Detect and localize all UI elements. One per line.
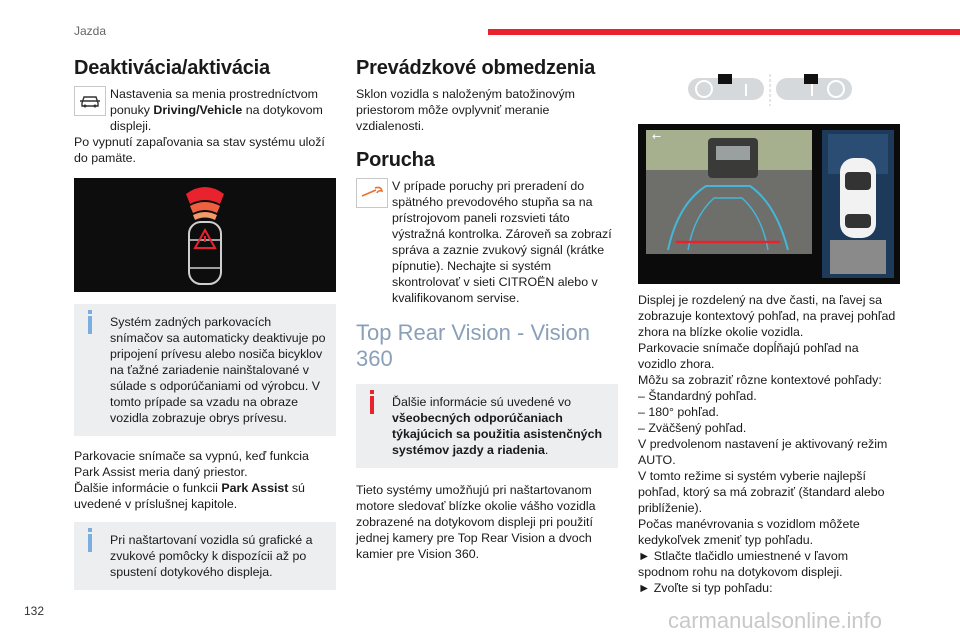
menu-note bbox=[74, 86, 336, 134]
section-title: Jazda bbox=[74, 24, 107, 38]
info-icon bbox=[88, 534, 92, 552]
display-description: Displej je rozdelený na dve časti, na ľavej sa zobrazuje kontextový pohľad, na pravej pohľad zhora na blízke okolie vozidla. Parkovacie snímače dopĺňajú pohľad na vozidlo zhora. Môžu sa zobraziť rôzne kontextové pohľady: – Štandardný pohľad. – 180° pohľad. – Zväčšený pohľad. V predvolenom nastavení je aktivovaný režim AUTO. V tomto režime si systém vyberie najlepší pohľad, ktorý sa má zobraziť (štandard alebo priblíženie). Počas manévrovania s vozidlom môžete kedykoľvek zmeniť typ pohľadu. ► Stlačte tlačidlo umiestnené v ľavom spodnom rohu na dotykovom displeji. ► Zvoľte si typ pohľadu: bbox=[638, 293, 896, 595]
car-settings-icon bbox=[74, 86, 106, 116]
info-note-startup: Pri naštartovaní vozidla sú grafické a zvukové pomôcky k dispozícii až po spustení dotykového displeja. bbox=[74, 522, 336, 590]
memory-text: Po vypnutí zapaľovania sa stav systému uloží do pamäte. bbox=[74, 135, 325, 165]
menu-text: Nastavenia sa menia prostredníctvom ponuky Driving/Vehicle na dotykovom displeji. bbox=[110, 87, 323, 133]
camera-icons bbox=[638, 70, 900, 110]
heading-top-rear-vision: Top Rear Vision - Vision 360 bbox=[356, 320, 590, 371]
svg-text:←: ← bbox=[652, 130, 662, 143]
info-icon bbox=[88, 316, 92, 334]
parking-sensor-image bbox=[74, 178, 336, 292]
heading-deactivation: Deaktivácia/aktivácia bbox=[74, 57, 270, 79]
heading-fault: Porucha bbox=[356, 149, 435, 171]
warning-icon bbox=[370, 396, 374, 414]
column-left bbox=[74, 56, 336, 590]
systems-text: Tieto systémy umožňujú pri naštartovanom motore sledovať blízke okolie vášho vozidla zobrazené na dotykovom displeji pri použití jednej kamery pre Top Rear Vision a dvoch kamier pre Vision 360. bbox=[356, 483, 596, 561]
limitations-text: Sklon vozidla s naloženým batožinovým priestorom môže ovplyvniť meranie vzdialenosti. bbox=[356, 87, 576, 133]
info-note-trailer: Systém zadných parkovacích snímačov sa automaticky deaktivuje po pripojení prívesu alebo nosiča bicyklov na ťažné zariadenie nainštalované v súlade s odporúčaniami od výrobcu. V tomto prípade sa vzadu na obraze vozidla zobrazuje obrys prívesu. bbox=[74, 304, 336, 436]
wrench-warning-icon bbox=[356, 178, 388, 208]
warning-note: Ďalšie informácie sú uvedené vo všeobecných odporúčaniach týkajúcich sa použitia asistenčných systémov jazdy a riadenia. bbox=[356, 384, 618, 468]
watermark: carmanualsonline.info bbox=[668, 608, 883, 633]
heading-limitations: Prevádzkové obmedzenia bbox=[356, 57, 596, 79]
page-number: 132 bbox=[24, 604, 45, 618]
header-accent-bar bbox=[488, 29, 960, 35]
park-assist-text: Parkovacie snímače sa vypnú, keď funkcia Park Assist meria daný priestor. Ďalšie informácie o funkcii Park Assist sú uvedené v príslušnej kapitole. bbox=[74, 449, 309, 511]
fault-note: V prípade poruchy pri preradení do spätného prevodového stupňa sa na prístrojovom paneli rozsvieti táto výstražná kontrolka. Zároveň sa zobrazí správa a zaznie zvukový signál (krátke pípnutie). Nechajte si systém skontrolovať v sieti CITROËN alebo v kvalifikovanom servise. bbox=[356, 178, 618, 306]
column-right bbox=[638, 70, 900, 596]
column-middle bbox=[356, 56, 618, 562]
rear-camera-display bbox=[638, 124, 900, 284]
